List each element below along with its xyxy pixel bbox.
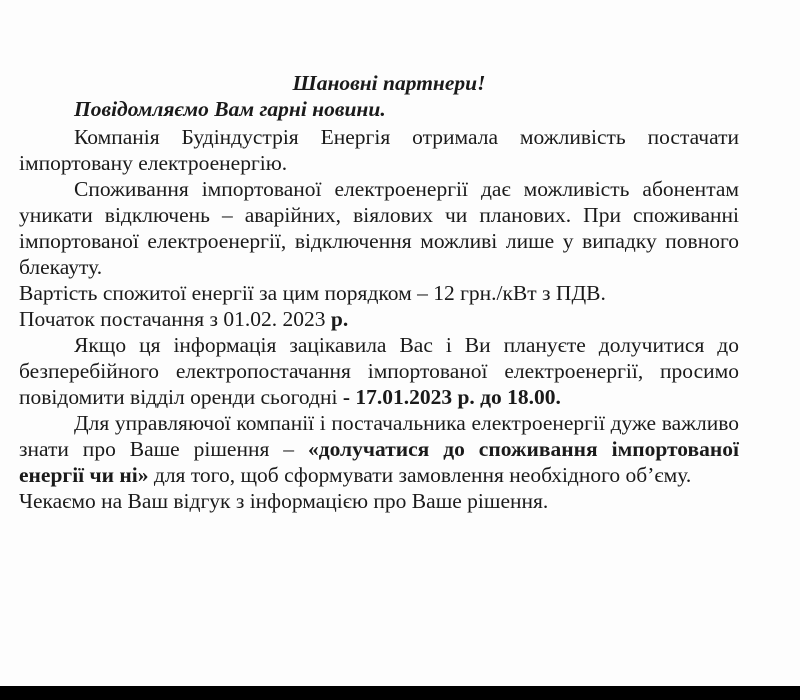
paragraph-closing: Чекаємо на Ваш відгук з інформацією про Ваше рішення. <box>19 489 549 513</box>
deadline-text: Якщо ця інформація зацікавила Вас і Ви плануєте долучитися до безперебійного електропостачання імпортованої електроенергії, просимо повідомити відділ оренди сьогодні <box>19 333 739 409</box>
news-subheading: Повідомляємо Вам гарні новини. <box>74 97 386 121</box>
paragraph-consumption-benefits: Споживання імпортованої електроенергії дає можливість абонентам уникати відключень – аварійних, віялових чи планових. При споживанні імпортованої електроенергії, відключення можливі лише у випадку повного блекауту. <box>19 177 739 279</box>
paragraph-deadline <box>19 332 739 410</box>
paragraph-price: Вартість спожитої енергії за цим порядком – 12 грн./кВт з ПДВ. <box>19 281 606 305</box>
deadline-date: - 17.01.2023 р. до 18.00. <box>342 385 561 409</box>
paragraph-start-date <box>19 306 739 332</box>
decision-quote: «долучатися до споживання імпортованої енергії чи ні» <box>19 437 739 487</box>
decision-tail: для того, щоб сформувати замовлення необхідного об’єму. <box>148 463 692 487</box>
start-date-suffix: р. <box>330 307 349 331</box>
letter-body <box>19 70 739 514</box>
paragraph-decision <box>19 410 739 488</box>
start-date-text: Початок постачання з 01.02. 2023 <box>19 307 331 331</box>
decision-text: Для управляючої компанії і постачальника електроенергії дуже важливо знати про Ваше рішення – <box>19 411 739 461</box>
paragraph-company-opportunity: Компанія Будіндустрія Енергія отримала можливість постачати імпортовану електроенергію. <box>19 125 739 175</box>
bottom-border-bar <box>0 686 800 700</box>
greeting-heading: Шановні партнери! <box>292 71 486 95</box>
